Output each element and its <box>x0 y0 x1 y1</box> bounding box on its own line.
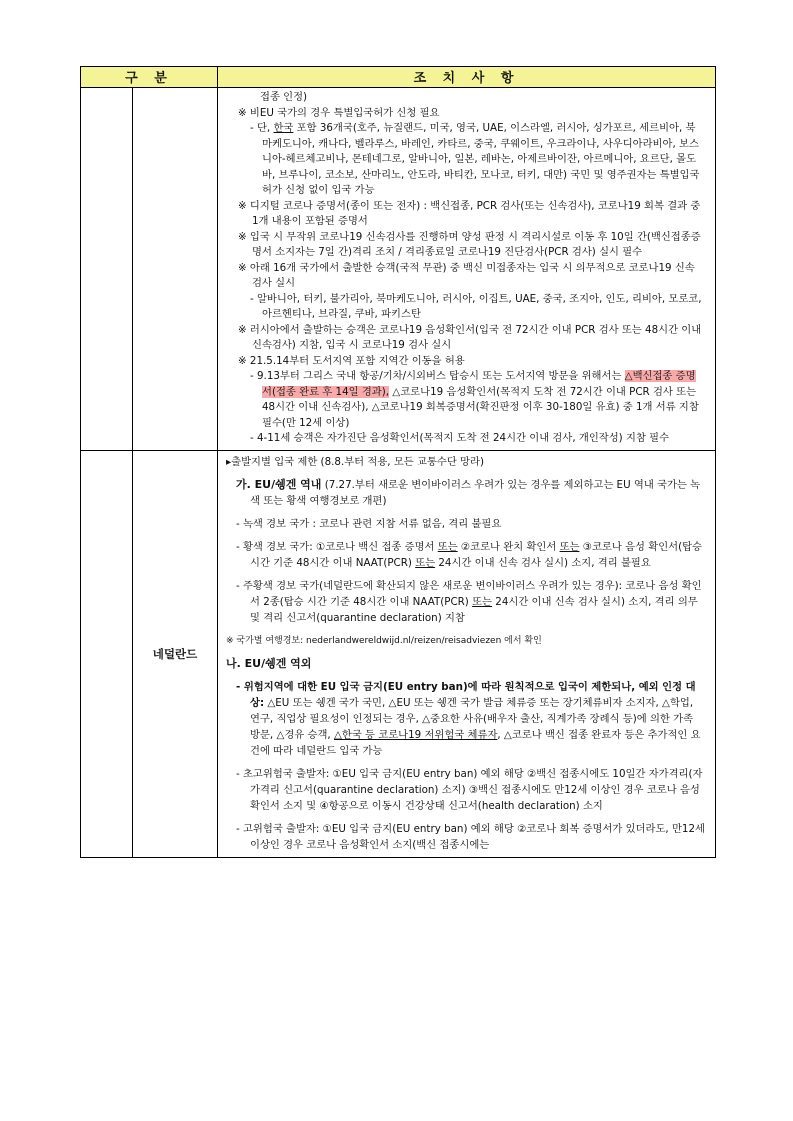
row-greece <box>81 88 716 451</box>
row2-country: 네덜란드 <box>133 450 218 857</box>
header-category: 구 분 <box>81 67 218 88</box>
row2-line-8: - 초고위험국 출발자: ①EU 입국 금지(EU entry ban) 예외 해당 ②백신 접종시에도 10일간 자가격리(자가격리 신고서(quarantine declaration) 소지) ③백신 접종시에도 만12세 이상인 경우 코로나 음성확인서 소지 및 ④항공으로 이동시 건강상태 신고서(health declaration) 소지 <box>236 767 703 812</box>
row2-line-4: - 주황색 경보 국가(네덜란드에 확산되지 않은 새로운 변이바이러스 우려가 있는 경우): 코로나 음성 확인서 2종(탑승 시간 기준 48시간 이내 NAAT(PCR) 또는 24시간 이내 신속 검사 실시) 소지, 격리 의무 및 격리 신고서(quarantine declaration) 지참 <box>236 579 702 624</box>
row2-line-3: - 황색 경보 국가: ①코로나 백신 접종 증명서 또는 ②코로나 완치 확인서 또는 ③코로나 음성 확인서(탑승 시간 기준 48시간 이내 NAAT(PCR) 또는 24시간 이내 신속 검사 실시) 소지, 격리 불필요 <box>236 540 703 569</box>
row2-line-9: - 고위험국 출발자: ①EU 입국 금지(EU entry ban) 예외 해당 ②코로나 회복 증명서가 있더라도, 만12세 이상인 경우 코로나 음성확인서 소지(백신 접종시에는 <box>236 822 705 851</box>
row2-line-7: - 위험지역에 대한 EU 입국 금지(EU entry ban)에 따라 원칙적으로 입국이 제한되나, 예외 인정 대상: △EU 또는 쉥겐 국가 국민, △EU 또는 쉥겐 국가 발급 체류증 또는 장기체류비자 소지자, △학업, 연구, 직업상 필요성이 인정되는 경우, △중요한 사유(배우자 출산, 직계가족 장례식 등)에 의한 가족 방문, △경유 승객, △한국 등 코로나19 저위험국 체류자, △코로나 백신 접종 완료자 등은 추가적인 요건에 따라 네덜란드 입국 가능 <box>236 680 701 757</box>
row1-line-10: - 4-11세 승객은 자가진단 음성확인서(목적지 도착 전 24시간 이내 검사, 개인작성) 지참 필수 <box>250 432 670 444</box>
row1-line-0: 접종 인정) <box>260 91 308 103</box>
row2-line-5: ※ 국가별 여행경보: nederlandwereldwijd.nl/reizen/reisadviezen 에서 확인 <box>226 635 542 646</box>
row1-line-6: - 알바니아, 터키, 불가리아, 북마케도니아, 러시아, 이집트, UAE, 중국, 조지아, 인도, 리비아, 모로코, 아르헨티나, 브라질, 쿠바, 파키스탄 <box>250 292 702 320</box>
header-row <box>81 67 716 88</box>
row1-line-8: ※ 21.5.14부터 도서지역 포함 지역간 이동을 허용 <box>238 354 465 367</box>
row1-line-2: - 단, 한국 포함 36개국(호주, 뉴질랜드, 미국, 영국, UAE, 이스라엘, 러시아, 싱가포르, 세르비아, 북마케도니아, 캐나다, 벨라루스, 바레인, 카타르, 중국, 쿠웨이트, 우크라이나, 사우디아라비아, 보스니아-헤르체고비나, 몬테네그로, 알바니아, 일본, 레바논, 아제르바이잔, 아르메니아, 요르단, 몰도바, 브루나이, 코소보, 산마리노, 안도라, 바티칸, 모나코, 터키, 대만) 국민 및 영주권자는 특별입국허가 신청 없이 입국 가능 <box>250 122 700 196</box>
row2-content <box>218 450 716 857</box>
row2-line-2: - 녹색 경보 국가 : 코로나 관련 지참 서류 없음, 격리 불필요 <box>236 517 502 530</box>
row2-text-block <box>218 451 715 857</box>
row2-blank-col <box>81 450 133 857</box>
row-netherlands <box>81 450 716 857</box>
row1-line-5: ※ 아래 16개 국가에서 출발한 승객(국적 무관) 중 백신 미접종자는 입국 시 의무적으로 코로나19 신속검사 실시 <box>238 261 695 289</box>
row2-line-1: 가. EU/쉥겐 역내 (7.27.부터 새로운 변이바이러스 우려가 있는 경우를 제외하고는 EU 역내 국가는 녹색 또는 황색 여행경보로 개편) <box>236 477 701 507</box>
row1-line-9: - 9.13부터 그리스 국내 항공/기차/시외버스 탑승시 또는 도서지역 방문을 위해서는 △백신접종 증명서(접종 완료 후 14일 경과), △코로나19 음성확인서(목적지 도착 전 72시간 이내 PCR 검사 또는 48시간 이내 신속검사), △코로나19 회복증명서(확진판정 이후 30-180일 유효) 중 1개 서류 지참 필수(만 12세 이상) <box>250 370 699 429</box>
row1-line-4: ※ 입국 시 무작위 코로나19 신속검사를 진행하며 양성 판정 시 격리시설로 이동 후 10일 간(백신접종증명서 소지자는 7일 간)격리 조치 / 격리종료일 코로나19 진단검사(PCR 검사) 실시 필수 <box>238 230 701 258</box>
row1-blank-col <box>81 88 133 451</box>
row1-text-block <box>218 88 715 450</box>
row1-content <box>218 88 716 451</box>
row2-line-6: 나. EU/쉥겐 역외 <box>226 656 312 670</box>
row1-line-7: ※ 러시아에서 출발하는 승객은 코로나19 음성확인서(입국 전 72시간 이내 PCR 검사 또는 48시간 이내 신속검사) 지참, 입국 시 코로나19 검사 실시 <box>238 323 702 351</box>
measures-table <box>80 66 716 858</box>
row1-line-3: ※ 디지털 코로나 증명서(종이 또는 전자) : 백신접종, PCR 검사(또는 신속검사), 코로나19 회복 결과 중 1개 내용이 포함된 증명서 <box>238 199 701 227</box>
row1-line-1: ※ 비EU 국가의 경우 특별입국허가 신청 필요 <box>238 106 440 119</box>
row1-country <box>133 88 218 451</box>
row2-line-0: ▸출발지별 입국 제한 (8.8.부터 적용, 모든 교통수단 망라) <box>226 455 484 468</box>
header-measures: 조 치 사 항 <box>218 67 716 88</box>
